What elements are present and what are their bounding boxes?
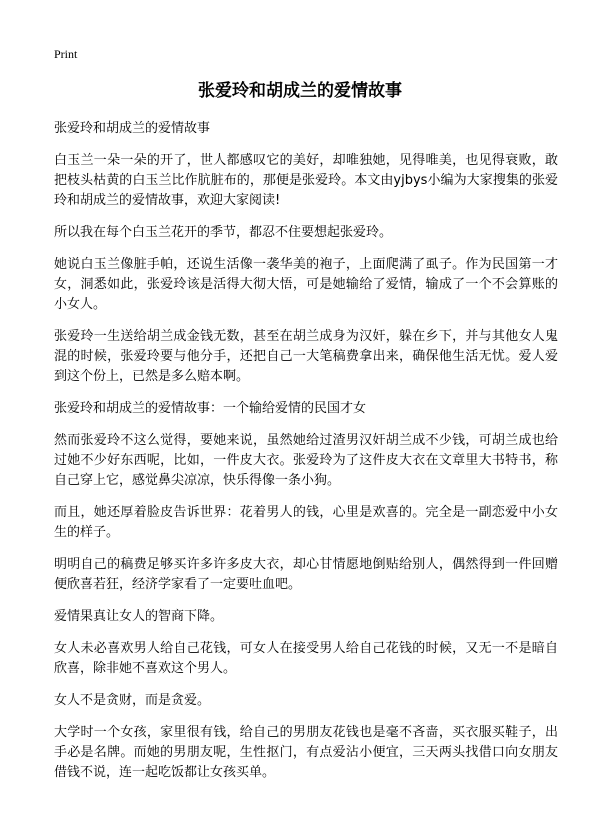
article-paragraph: 大学时一个女孩，家里很有钱，给自己的男朋友花钱也是毫不吝啬，买衣服买鞋子，出手必是名牌。而她的男朋友呢，生性抠门，有点爱沾小便宜，三天两头找借口向女朋友借钱不说，连一起吃饭都让女孩买单。 [54,725,558,780]
article-paragraph: 女人未必喜欢男人给自己花钱，可女人在接受男人给自己花钱的时候，又无一不是暗自欣喜，除非她不喜欢这个男人。 [54,641,558,676]
article-paragraph: 女人不是贪财，而是贪爱。 [54,693,211,708]
print-link[interactable]: Print [54,47,78,61]
article-paragraph: 白玉兰一朵一朵的开了，世人都感叹它的美好，却唯独她，见得唯美，也见得衰败，敢把枝头枯黄的白玉兰比作肮脏布的，那便是张爱玲。本文由yjbys小编为大家搜集的张爱玲和胡成兰的爱情故事，欢迎大家阅读! [54,153,558,208]
article-paragraph: 然而张爱玲不这么觉得，要她来说，虽然她给过渣男汉奸胡兰成不少钱，可胡兰成也给过她不少好东西呢，比如，一件皮大衣。张爱玲为了这件皮大衣在文章里大书特书，称自己穿上它，感觉鼻尖凉凉，快乐得像一条小狗。 [54,433,558,488]
article-paragraph: 明明自己的稿费足够买许多许多皮大衣，却心甘情愿地倒贴给别人，偶然得到一件回赠便欣喜若狂，经济学家看了一定要吐血吧。 [54,557,558,592]
article-paragraph: 张爱玲一生送给胡兰成金钱无数，甚至在胡兰成身为汉奸，躲在乡下，并与其他女人鬼混的时候，张爱玲要与他分手，还把自己一大笔稿费拿出来，确保他生活无忧。爱人爱到这个份上，已然是多么赔本啊。 [54,329,558,384]
article-body [54,119,558,795]
article-paragraph: 所以我在每个白玉兰花开的季节，都忍不住要想起张爱玲。 [54,225,393,240]
article-paragraph: 她说白玉兰像脏手帕，还说生活像一袭华美的袍子，上面爬满了虱子。作为民国第一才女，洞悉如此，张爱玲该是活得大彻大悟，可是她输给了爱情，输成了一个不会算账的小女人。 [54,257,558,312]
article-paragraph: 爱情果真让女人的智商下降。 [54,609,224,624]
article-paragraph: 而且，她还厚着脸皮告诉世界：花着男人的钱，心里是欢喜的。完全是一副恋爱中小女生的样子。 [54,505,558,540]
page-title: 张爱玲和胡成兰的爱情故事 [198,81,402,101]
article-subtitle: 张爱玲和胡成兰的爱情故事 [54,121,211,136]
article-section-heading: 张爱玲和胡成兰的爱情故事：一个输给爱情的民国才女 [54,401,367,416]
